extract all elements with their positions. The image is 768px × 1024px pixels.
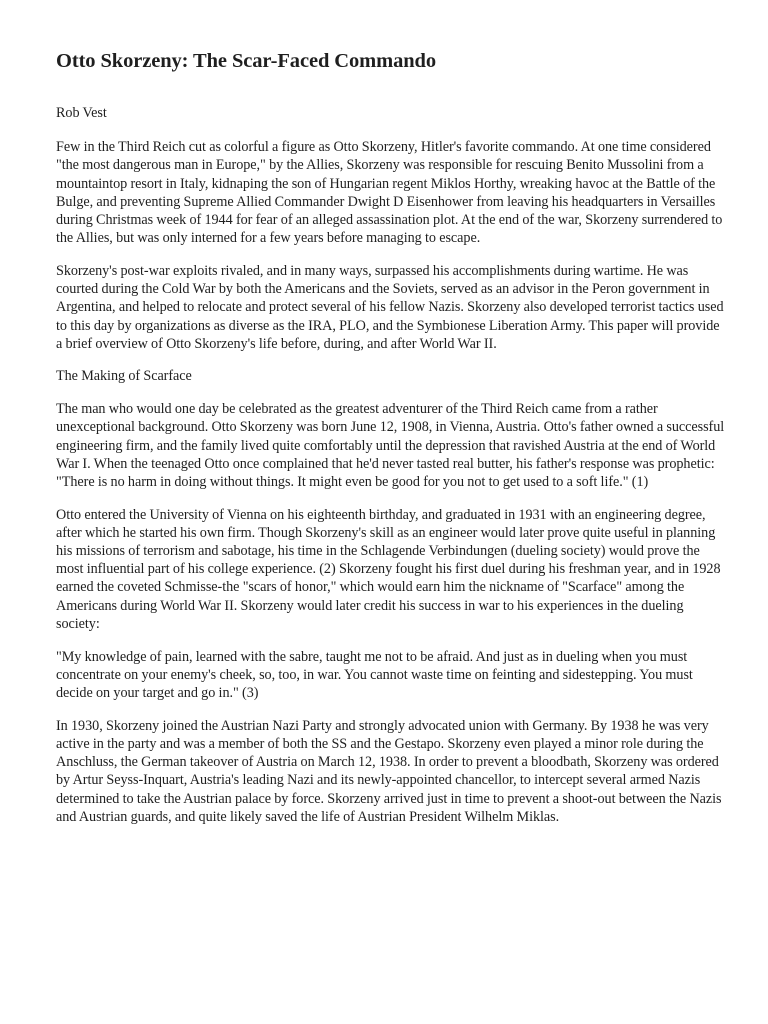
document-page bbox=[56, 48, 728, 840]
paragraph-intro: Few in the Third Reich cut as colorful a figure as Otto Skorzeny, Hitler's favorite commando. At one time considered "the most dangerous man in Europe," by the Allies, Skorzeny was responsible for rescuing Benito Mussolini from a mountaintop resort in Italy, kidnaping the son of Hungarian regent Miklos Horthy, wreaking havoc at the Battle of the Bulge, and preventing Supreme Allied Commander Dwight D Eisenhower from leaving his headquarters in Versailles during Christmas week of 1944 for fear of an alleged assassination plot. At the end of the war, Skorzeny surrendered to the Allies, but was only interned for a few years before managing to escape. bbox=[56, 139, 723, 247]
paragraph-post-war: Skorzeny's post-war exploits rivaled, and in many ways, surpassed his accomplishments during wartime. He was courted during the Cold War by both the Americans and the Soviets, served as an advisor in the Peron government in Argentina, and helped to relocate and protect several of his fellow Nazis. Skorzeny also developed terrorist tactics used to this day by organizations as diverse as the IRA, PLO, and the Symbionese Liberation Army. This paper will provide a brief overview of Otto Skorzeny's life before, during, and after World War II. bbox=[56, 262, 724, 352]
paragraph-background: The man who would one day be celebrated as the greatest adventurer of the Third Reich came from a rather unexceptional background. Otto Skorzeny was born June 12, 1908, in Vienna, Austria. Otto's father owned a successful engineering firm, and the family lived quite comfortably until the depression that ravished Austria at the end of World War I. When the teenaged Otto once complained that he'd never tasted real butter, his father's response was prophetic: "There is no harm in doing without things. It might even be good for you not to get used to a soft life." (1) bbox=[56, 401, 725, 490]
block-quote: "My knowledge of pain, learned with the sabre, taught me not to be afraid. And just as in dueling when you must concentrate on your enemy's cheek, so, too, in war. You cannot waste time on feinting and sidestepping. You must decide on your target and go in." (3) bbox=[56, 648, 693, 701]
paragraph-university: Otto entered the University of Vienna on his eighteenth birthday, and graduated in 1931 with an engineering degree, after which he started his own firm. Though Skorzeny's skill as an engineer would later prove quite useful in planning his missions of terrorism and sabotage, his time in the Schlagende Verbindungen (dueling society) would prove the most influential part of his college experience. (2) Skorzeny fought his first duel during his freshman year, and in 1928 earned the coveted Schmisse-the "scars of honor," which would earn him the nickname of "Scarface" among the Americans during World War II. Skorzeny would later credit his success in war to his experiences in the dueling society: bbox=[56, 506, 721, 632]
section-heading: The Making of Scarface bbox=[56, 368, 192, 385]
document-title: Otto Skorzeny: The Scar-Faced Commando bbox=[56, 50, 436, 72]
paragraph-nazi-party: In 1930, Skorzeny joined the Austrian Nazi Party and strongly advocated union with Germany. By 1938 he was very active in the party and was a member of both the SS and the Gestapo. Skorzeny even played a minor role during the Anschluss, the German takeover of Austria on March 12, 1938. In order to prevent a bloodbath, Skorzeny was ordered by Artur Seyss-Inquart, Austria's leading Nazi and its newly-appointed chancellor, to intercept several armed Nazis determined to take the Austrian palace by force. Skorzeny arrived just in time to prevent a shoot-out between the Nazis and Austrian guards, and quite likely saved the life of Austrian President Wilhelm Miklas. bbox=[56, 717, 722, 825]
author-name: Rob Vest bbox=[56, 105, 107, 121]
